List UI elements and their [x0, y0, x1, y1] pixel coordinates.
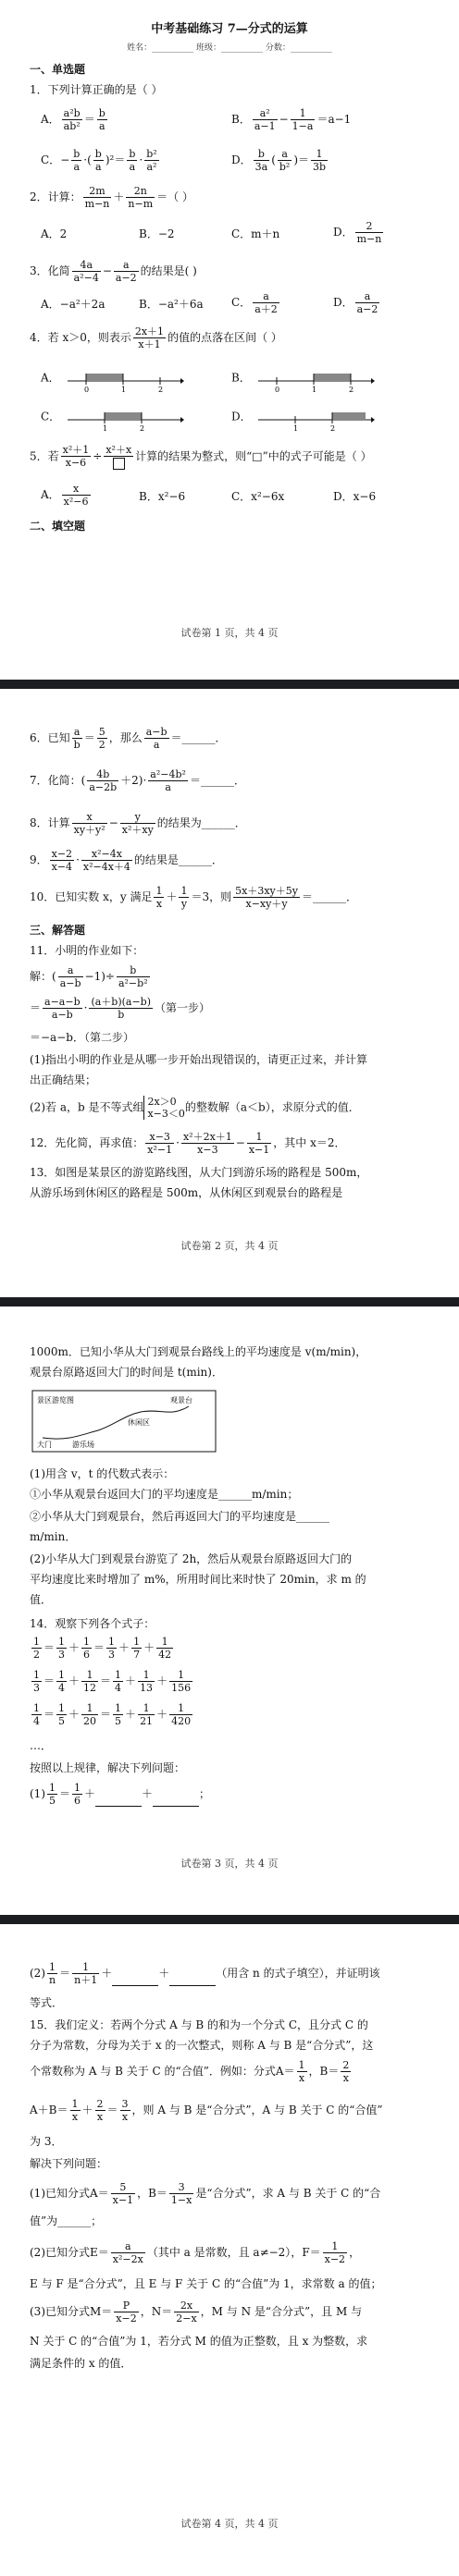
q14-stem: 14．观察下列各个式子： — [30, 1617, 155, 1630]
map-title: 景区游览图 — [37, 1396, 74, 1405]
q15-solve: 解决下列问题： — [30, 2157, 108, 2170]
q12-stem: 12．先化简，再求值： $\frac{x-3}{\text{x²−1}}$ · $\frac{\text{x²＋2x＋1}}{x-3}$ − $\frac{1}{x-1}$ ，其中 x＝2． — [30, 1131, 346, 1156]
q2-stem: 2．计算： $\frac{2m}{m-n}$ ＋ $\frac{2n}{n-m}$ ＝（ ） — [30, 185, 193, 210]
q7-stem: 7．化简：( $\frac{4b}{a-2b}$ ＋2)· $\frac{\text{a²−4b²}}{a}$ ＝______． — [30, 768, 245, 793]
q2-option-d: D． $\frac{2}{m-n}$ — [333, 220, 382, 245]
q10-stem: 10．已知实数 x，y 满足 $\frac{1}{x}$ ＋ $\frac{1}{y}$ ＝3，则 $\frac{5x+3xy+5y}{x-xy+y}$ ＝______． — [30, 885, 357, 910]
q14-part2: (2) $\frac{1}{n}$ ＝ $\frac{1}{n+1}$ ＋ ＋ （用含 n 的式子填空），并证明该 — [30, 1961, 380, 1986]
page-footer: 试卷第 3 页，共 4 页 — [180, 1858, 279, 1870]
q14-part1: (1) $\frac{1}{5}$ ＝ $\frac{1}{6}$ ＋ ＋ ； — [30, 1782, 211, 1807]
number-line-b — [254, 364, 375, 392]
q13-part2-c: 值． — [30, 1593, 53, 1606]
q5-option-c: C．x²−6x — [231, 490, 285, 503]
number-line-a — [64, 364, 184, 392]
q11-solution-line2: ＝ $\frac{a-a-b}{a-b}$ · $\frac{(a+b)(a-b)}{b}$ （第一步） — [30, 996, 211, 1021]
q3-option-b: B．−a²＋6a — [139, 298, 204, 311]
q11-part2: (2)若 a，b 是不等式组 2x＞0 x−3＜0的整数解（a＜b），求原分式的值． — [30, 1096, 360, 1120]
map-label-viewing-deck: 观景台 — [170, 1396, 192, 1405]
q13-part1-2b: m/min． — [30, 1530, 77, 1543]
q5-stem: 5．若 $\frac{\text{x²＋1}}{x-6}$ ÷ x²＋x 计算的结果为整式，则“□”中的式子可能是（ ） — [30, 444, 372, 470]
q2-option-c: C．m＋n — [231, 227, 280, 240]
q6-stem: 6．已知 $\frac{a}{b}$ ＝ $\frac{5}{2}$ ，那么 $\frac{a-b}{a}$ ＝______． — [30, 726, 227, 751]
page-footer: 试卷第 4 页，共 4 页 — [180, 2518, 279, 2530]
q11-solution-line3: ＝−a−b．（第二步） — [30, 1031, 134, 1044]
page-3 — [0, 1306, 459, 1915]
q14-eq3: $\frac{1}{4}$ ＝ $\frac{1}{5}$ ＋ $\frac{1}{20}$ ＝ $\frac{1}{5}$ ＋ $\frac{1}{21}$ ＋ $\frac{1}{420}$ — [33, 1702, 192, 1727]
q1-option-d: D． $\frac{b}{3a}$ ( $\frac{a}{\text{b²}}$ )＝ $\frac{1}{3b}$ — [231, 148, 327, 173]
q15-line1: 15．我们定义：若两个分式 A 与 B 的和为一个分式 C，且分式 C 的 — [30, 2018, 368, 2031]
q3-option-d: D． $\frac{a}{a-2}$ — [333, 290, 378, 315]
q15-part1: (1)已知分式A＝ $\frac{5}{x-1}$ ，B＝ $\frac{3}{1-x}$ 是“合分式”，求 A 与 B 关于 C 的“合 — [30, 2181, 381, 2206]
q1-option-b: B． $\frac{\text{a²}}{a-1}$ − $\frac{1}{1-a}$ ＝a−1 — [231, 107, 352, 132]
q11-solution-line1: 解：( $\frac{a}{a-b}$ −1)÷ $\frac{b}{\text{a²−b²}}$ — [30, 964, 148, 989]
page-gap — [0, 1297, 459, 1306]
q13-line2: 从游乐场到休闲区的路程是 500m，从休闲区到观景台的路程是 — [30, 1186, 343, 1199]
svg-text:1: 1 — [120, 386, 126, 392]
q5-option-a: A． $\frac{x}{\text{x²−6}}$ — [41, 483, 89, 508]
q8-stem: 8．计算 $\frac{x}{\text{xy＋y²}}$ − $\frac{y}{\text{x²＋xy}}$ 的结果为______． — [30, 811, 246, 836]
q15-line2: 分子为常数，分母为关于 x 的一次整式，则称 A 与 B 是“合分式”，这 — [30, 2039, 374, 2052]
section-fill-blank: 二、填空题 — [30, 520, 86, 533]
q4-option-c: C． 1 2 — [41, 403, 184, 431]
q13-part1-2a: ②小华从大门到观景台，然后再返回大门的平均速度是______ — [30, 1510, 330, 1523]
page-gap — [0, 680, 459, 689]
page-footer: 试卷第 2 页，共 4 页 — [180, 1240, 279, 1252]
svg-text:0: 0 — [83, 386, 89, 392]
q2-option-b: B．−2 — [139, 227, 175, 240]
page-2 — [0, 689, 459, 1297]
q5-option-d: D．x−6 — [333, 490, 377, 503]
student-info: 姓名：__________ 班级：__________ 分数：__________ — [127, 43, 332, 53]
q13-line3: 1000m．已知小华从大门到观景台路线上的平均速度是 v(m/min)， — [30, 1345, 367, 1358]
q2-option-a: A．2 — [41, 227, 68, 240]
q14-part2-b: 等式． — [30, 1996, 64, 2009]
q15-line5: 为 3． — [30, 2135, 63, 2148]
q4-option-d: D． 1 2 — [231, 403, 375, 431]
page-title: 中考基础练习 7—分式的运算 — [151, 22, 308, 36]
page-1 — [0, 0, 459, 680]
page-gap — [0, 1915, 459, 1924]
q13-part2-a: (2)小华从大门到观景台游览了 2h，然后从观景台原路返回大门的 — [30, 1552, 353, 1565]
svg-text:2: 2 — [157, 386, 163, 392]
q15-part3-d: 满足条件的 x 的值． — [30, 2357, 132, 2370]
scenic-route-map — [31, 1390, 217, 1453]
svg-text:0: 0 — [274, 386, 279, 392]
page-footer: 试卷第 1 页，共 4 页 — [180, 627, 279, 639]
section-single-choice: 一、单选题 — [30, 63, 86, 76]
q13-part2-b: 平均速度比来时增加了 m%，所用时间比来时快了 20min，求 m 的 — [30, 1573, 366, 1586]
q13-line4: 观景台原路返回大门的时间是 t(min)． — [30, 1366, 223, 1379]
map-label-gate: 大门 — [37, 1441, 52, 1449]
q13-part1: (1)用含 v，t 的代数式表示： — [30, 1467, 175, 1480]
section-answer: 三、解答题 — [30, 924, 86, 937]
map-label-rest-area: 休闲区 — [128, 1418, 150, 1427]
number-line-c — [64, 403, 184, 431]
q14-eq1: $\frac{1}{2}$ ＝ $\frac{1}{3}$ ＋ $\frac{1}{6}$ ＝ $\frac{1}{3}$ ＋ $\frac{1}{7}$ ＋ $\frac{1}{42}$ — [33, 1636, 172, 1661]
q13-line1: 13．如图是某景区的游览路线图，从大门到游乐场的路程是 500m， — [30, 1166, 368, 1179]
q14-ellipsis: …． — [30, 1739, 53, 1752]
svg-text:1: 1 — [293, 424, 299, 431]
q3-option-a: A．−a²＋2a — [41, 298, 105, 311]
q11-part1-b: 出正确结果； — [30, 1073, 97, 1086]
q1-option-c: C．− $\frac{b}{a}$ ·( $\frac{b}{a}$ )²＝ $\frac{b}{a}$ · $\frac{\text{b²}}{\text{a²}}$ — [41, 148, 157, 173]
q15-part1-c: 值”为______； — [30, 2214, 103, 2227]
q4-option-a: A． 0 1 2 — [41, 364, 184, 392]
svg-text:1: 1 — [103, 424, 108, 431]
q15-part3: (3)已知分式M＝ $\frac{P}{x-2}$ ，N＝ $\frac{2x}{2-x}$ ，M 与 N 是“合分式”，且 M 与 — [30, 2300, 363, 2325]
svg-text:2: 2 — [348, 386, 354, 392]
q1-stem: 1．下列计算正确的是（ ） — [30, 83, 163, 96]
q4-stem: 4．若 x＞0，则表示 $\frac{2x+1}{x+1}$ 的值的点落在区间（ ） — [30, 325, 282, 350]
q15-line3: 个常数称为 A 与 B 关于 C 的“合值”．例如：分式A＝ $\frac{1}{x}$ ，B＝ $\frac{2}{x}$ — [30, 2059, 350, 2084]
q11-stem: 11．小明的作业如下： — [30, 944, 144, 957]
q3-option-c: C． $\frac{a}{a+2}$ — [231, 290, 278, 315]
number-line-d — [254, 403, 375, 431]
svg-text:2: 2 — [330, 424, 336, 431]
q11-part1-a: (1)指出小明的作业是从哪一步开始出现错误的，请更正过来，并计算 — [30, 1053, 368, 1066]
q1-option-a: A． $\frac{\text{a²b}}{\text{ab²}}$ ＝ $\frac{b}{a}$ — [41, 107, 105, 132]
q15-part3-c: N 关于 C 的“合值”为 1，若分式 M 的值为正整数，且 x 为整数，求 — [30, 2335, 368, 2348]
q15-part2-c: E 与 F 是“合分式”，且 E 与 F 关于 C 的“合值”为 1，求常数 a 的值； — [30, 2277, 382, 2290]
svg-text:2: 2 — [140, 424, 145, 431]
q3-stem: 3．化简 $\frac{4a}{\text{a²−4}}$ − $\frac{a}{a-2}$ 的结果是( ) — [30, 259, 197, 284]
q13-part1-1: ①小华从观景台返回大门的平均速度是______m/min； — [30, 1488, 299, 1501]
q14-eq2: $\frac{1}{3}$ ＝ $\frac{1}{4}$ ＋ $\frac{1}{12}$ ＝ $\frac{1}{4}$ ＋ $\frac{1}{13}$ ＋ $\frac{1}{156}$ — [33, 1669, 192, 1694]
page-4 — [0, 1924, 459, 2576]
q4-option-b: B． 0 1 2 — [231, 364, 375, 392]
q14-rule: 按照以上规律，解决下列问题： — [30, 1761, 186, 1774]
map-label-playground: 游乐场 — [72, 1441, 94, 1449]
q9-stem: 9． $\frac{x-2}{x-4}$ · $\frac{\text{x²−4x}}{\text{x²−4x＋4}}$ 的结果是______． — [30, 848, 223, 873]
q15-part2: (2)已知分式E＝ $\frac{a}{\text{x²−2x}}$ （其中 a 是常数，且 a≠−2），F＝ $\frac{1}{x-2}$ ， — [30, 2240, 361, 2265]
svg-text:1: 1 — [311, 386, 316, 392]
q15-line4: A＋B＝ $\frac{1}{x}$ ＋ $\frac{2}{x}$ ＝ $\frac{3}{x}$ ，则 A 与 B 是“合分式”，A 与 B 关于 C 的“合值” — [30, 2098, 383, 2123]
q5-option-b: B．x²−6 — [139, 490, 186, 503]
